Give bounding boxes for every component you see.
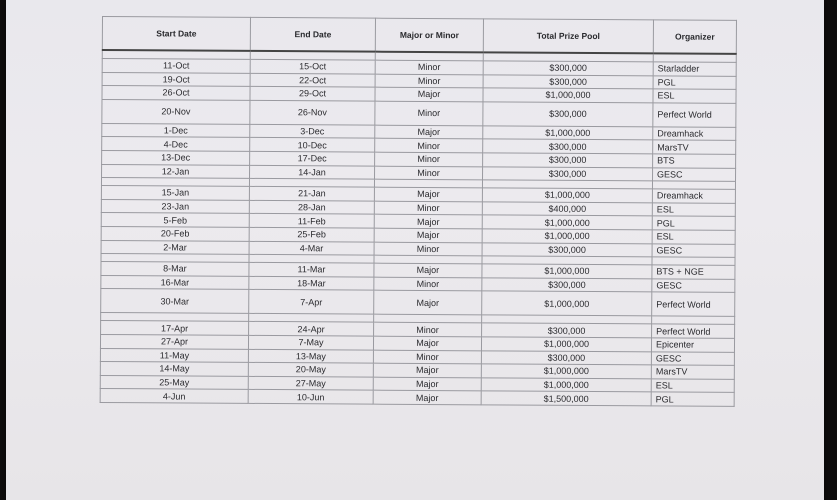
organizer-cell: MarsTV [651,365,734,379]
type-cell: Minor [375,139,483,153]
start-date-cell: 11-Oct [102,59,250,73]
type-cell: Minor [374,322,482,336]
start-date-cell: 1-Dec [102,123,250,137]
start-date-cell: 4-Dec [102,137,250,151]
prize-cell: $300,000 [483,61,653,76]
organizer-cell: GESC [652,279,735,293]
start-date-cell: 12-Jan [102,164,250,178]
prize-cell: $300,000 [483,139,653,154]
organizer-cell: Epicenter [651,338,734,352]
type-cell: Major [374,228,482,242]
start-date-cell: 5-Feb [101,213,249,227]
prize-cell: $1,000,000 [481,337,651,352]
header-row [102,17,736,54]
start-date-cell: 8-Mar [101,262,249,276]
organizer-cell: Perfect World [652,292,735,317]
type-cell: Major [375,87,483,101]
type-cell: Major [373,390,481,404]
organizer-cell: ESL [653,89,736,103]
type-cell: Minor [375,60,483,74]
type-cell: Major [375,125,483,139]
organizer-cell: Starladder [653,62,736,76]
end-date-cell: 15-Oct [250,59,375,73]
prize-cell: $1,000,000 [481,378,651,393]
prize-cell: $300,000 [483,74,653,89]
tournament-schedule [100,16,736,407]
organizer-cell: PGL [651,392,734,406]
type-cell: Major [373,363,481,377]
organizer-cell: BTS + NGE [652,265,735,279]
end-date-cell: 11-Mar [249,263,374,277]
header-organizer: Organizer [653,20,736,54]
type-cell: Major [374,290,482,315]
prize-cell: $400,000 [482,202,652,217]
start-date-cell: 2-Mar [101,240,249,254]
type-cell: Minor [374,242,482,256]
start-date-cell: 14-May [100,362,248,376]
end-date-cell: 11-Feb [249,214,374,228]
prize-cell: $1,000,000 [482,229,652,244]
prize-cell: $1,000,000 [483,88,653,103]
start-date-cell: 19-Oct [102,72,250,86]
start-date-cell: 13-Dec [102,150,250,164]
end-date-cell: 22-Oct [250,73,375,87]
organizer-cell: Perfect World [653,103,736,128]
type-cell: Minor [375,152,483,166]
start-date-cell: 17-Apr [101,321,249,335]
organizer-cell: GESC [653,167,736,181]
end-date-cell: 25-Feb [249,227,374,241]
start-date-cell: 20-Feb [101,226,249,240]
end-date-cell: 24-Apr [249,322,374,336]
start-date-cell: 20-Nov [102,99,250,124]
prize-cell: $300,000 [483,166,653,181]
start-date-cell: 15-Jan [101,186,249,200]
organizer-cell: MarsTV [653,140,736,154]
header-major-minor: Major or Minor [375,18,483,52]
end-date-cell: 18-Mar [249,276,374,290]
start-date-cell: 30-Mar [101,289,249,314]
organizer-cell: GESC [652,243,735,257]
organizer-cell: PGL [652,216,735,230]
organizer-cell: PGL [653,75,736,89]
end-date-cell: 17-Dec [250,151,375,165]
end-date-cell: 28-Jan [249,200,374,214]
prize-cell: $1,000,000 [482,291,652,316]
schedule-table [100,16,737,407]
organizer-cell: ESL [652,203,735,217]
start-date-cell: 25-May [100,375,248,389]
end-date-cell: 29-Oct [250,87,375,101]
type-cell: Minor [375,166,483,180]
end-date-cell: 7-May [248,335,373,349]
prize-cell: $1,000,000 [483,126,653,141]
type-cell: Major [373,336,481,350]
organizer-cell: ESL [652,230,735,244]
type-cell: Minor [373,350,481,364]
prize-cell: $1,000,000 [481,364,651,379]
start-date-cell: 26-Oct [102,86,250,100]
start-date-cell: 16-Mar [101,275,249,289]
prize-cell: $300,000 [483,102,653,127]
end-date-cell: 13-May [248,349,373,363]
prize-cell: $300,000 [481,350,651,365]
type-cell: Major [374,263,482,277]
start-date-cell: 23-Jan [101,199,249,213]
header-end-date: End Date [250,17,375,51]
end-date-cell: 21-Jan [249,187,374,201]
start-date-cell: 27-Apr [100,334,248,348]
end-date-cell: 20-May [248,362,373,376]
organizer-cell: Dreamhack [653,127,736,141]
prize-cell: $1,000,000 [482,188,652,203]
start-date-cell: 11-May [100,348,248,362]
end-date-cell: 14-Jan [250,165,375,179]
table-row [100,389,734,406]
end-date-cell: 7-Apr [249,290,374,315]
paper-sheet [6,0,824,500]
organizer-cell: GESC [651,351,734,365]
prize-cell: $300,000 [482,242,652,257]
type-cell: Minor [374,201,482,215]
header-prize-pool: Total Prize Pool [483,19,653,54]
organizer-cell: ESL [651,379,734,393]
prize-cell: $1,000,000 [482,264,652,279]
type-cell: Minor [375,74,483,88]
type-cell: Major [374,187,482,201]
header-start-date: Start Date [102,17,250,51]
end-date-cell: 3-Dec [250,124,375,138]
organizer-cell: Perfect World [652,324,735,338]
type-cell: Major [374,215,482,229]
prize-cell: $300,000 [482,278,652,293]
end-date-cell: 10-Jun [248,390,373,404]
prize-cell: $300,000 [483,153,653,168]
start-date-cell: 4-Jun [100,389,248,403]
type-cell: Minor [375,101,483,126]
end-date-cell: 10-Dec [250,138,375,152]
end-date-cell: 27-May [248,376,373,390]
end-date-cell: 4-Mar [249,241,374,255]
organizer-cell: Dreamhack [652,189,735,203]
organizer-cell: BTS [653,154,736,168]
type-cell: Minor [374,277,482,291]
prize-cell: $300,000 [482,323,652,338]
end-date-cell: 26-Nov [250,100,375,125]
prize-cell: $1,000,000 [482,215,652,230]
prize-cell: $1,500,000 [481,391,651,406]
type-cell: Major [373,377,481,391]
